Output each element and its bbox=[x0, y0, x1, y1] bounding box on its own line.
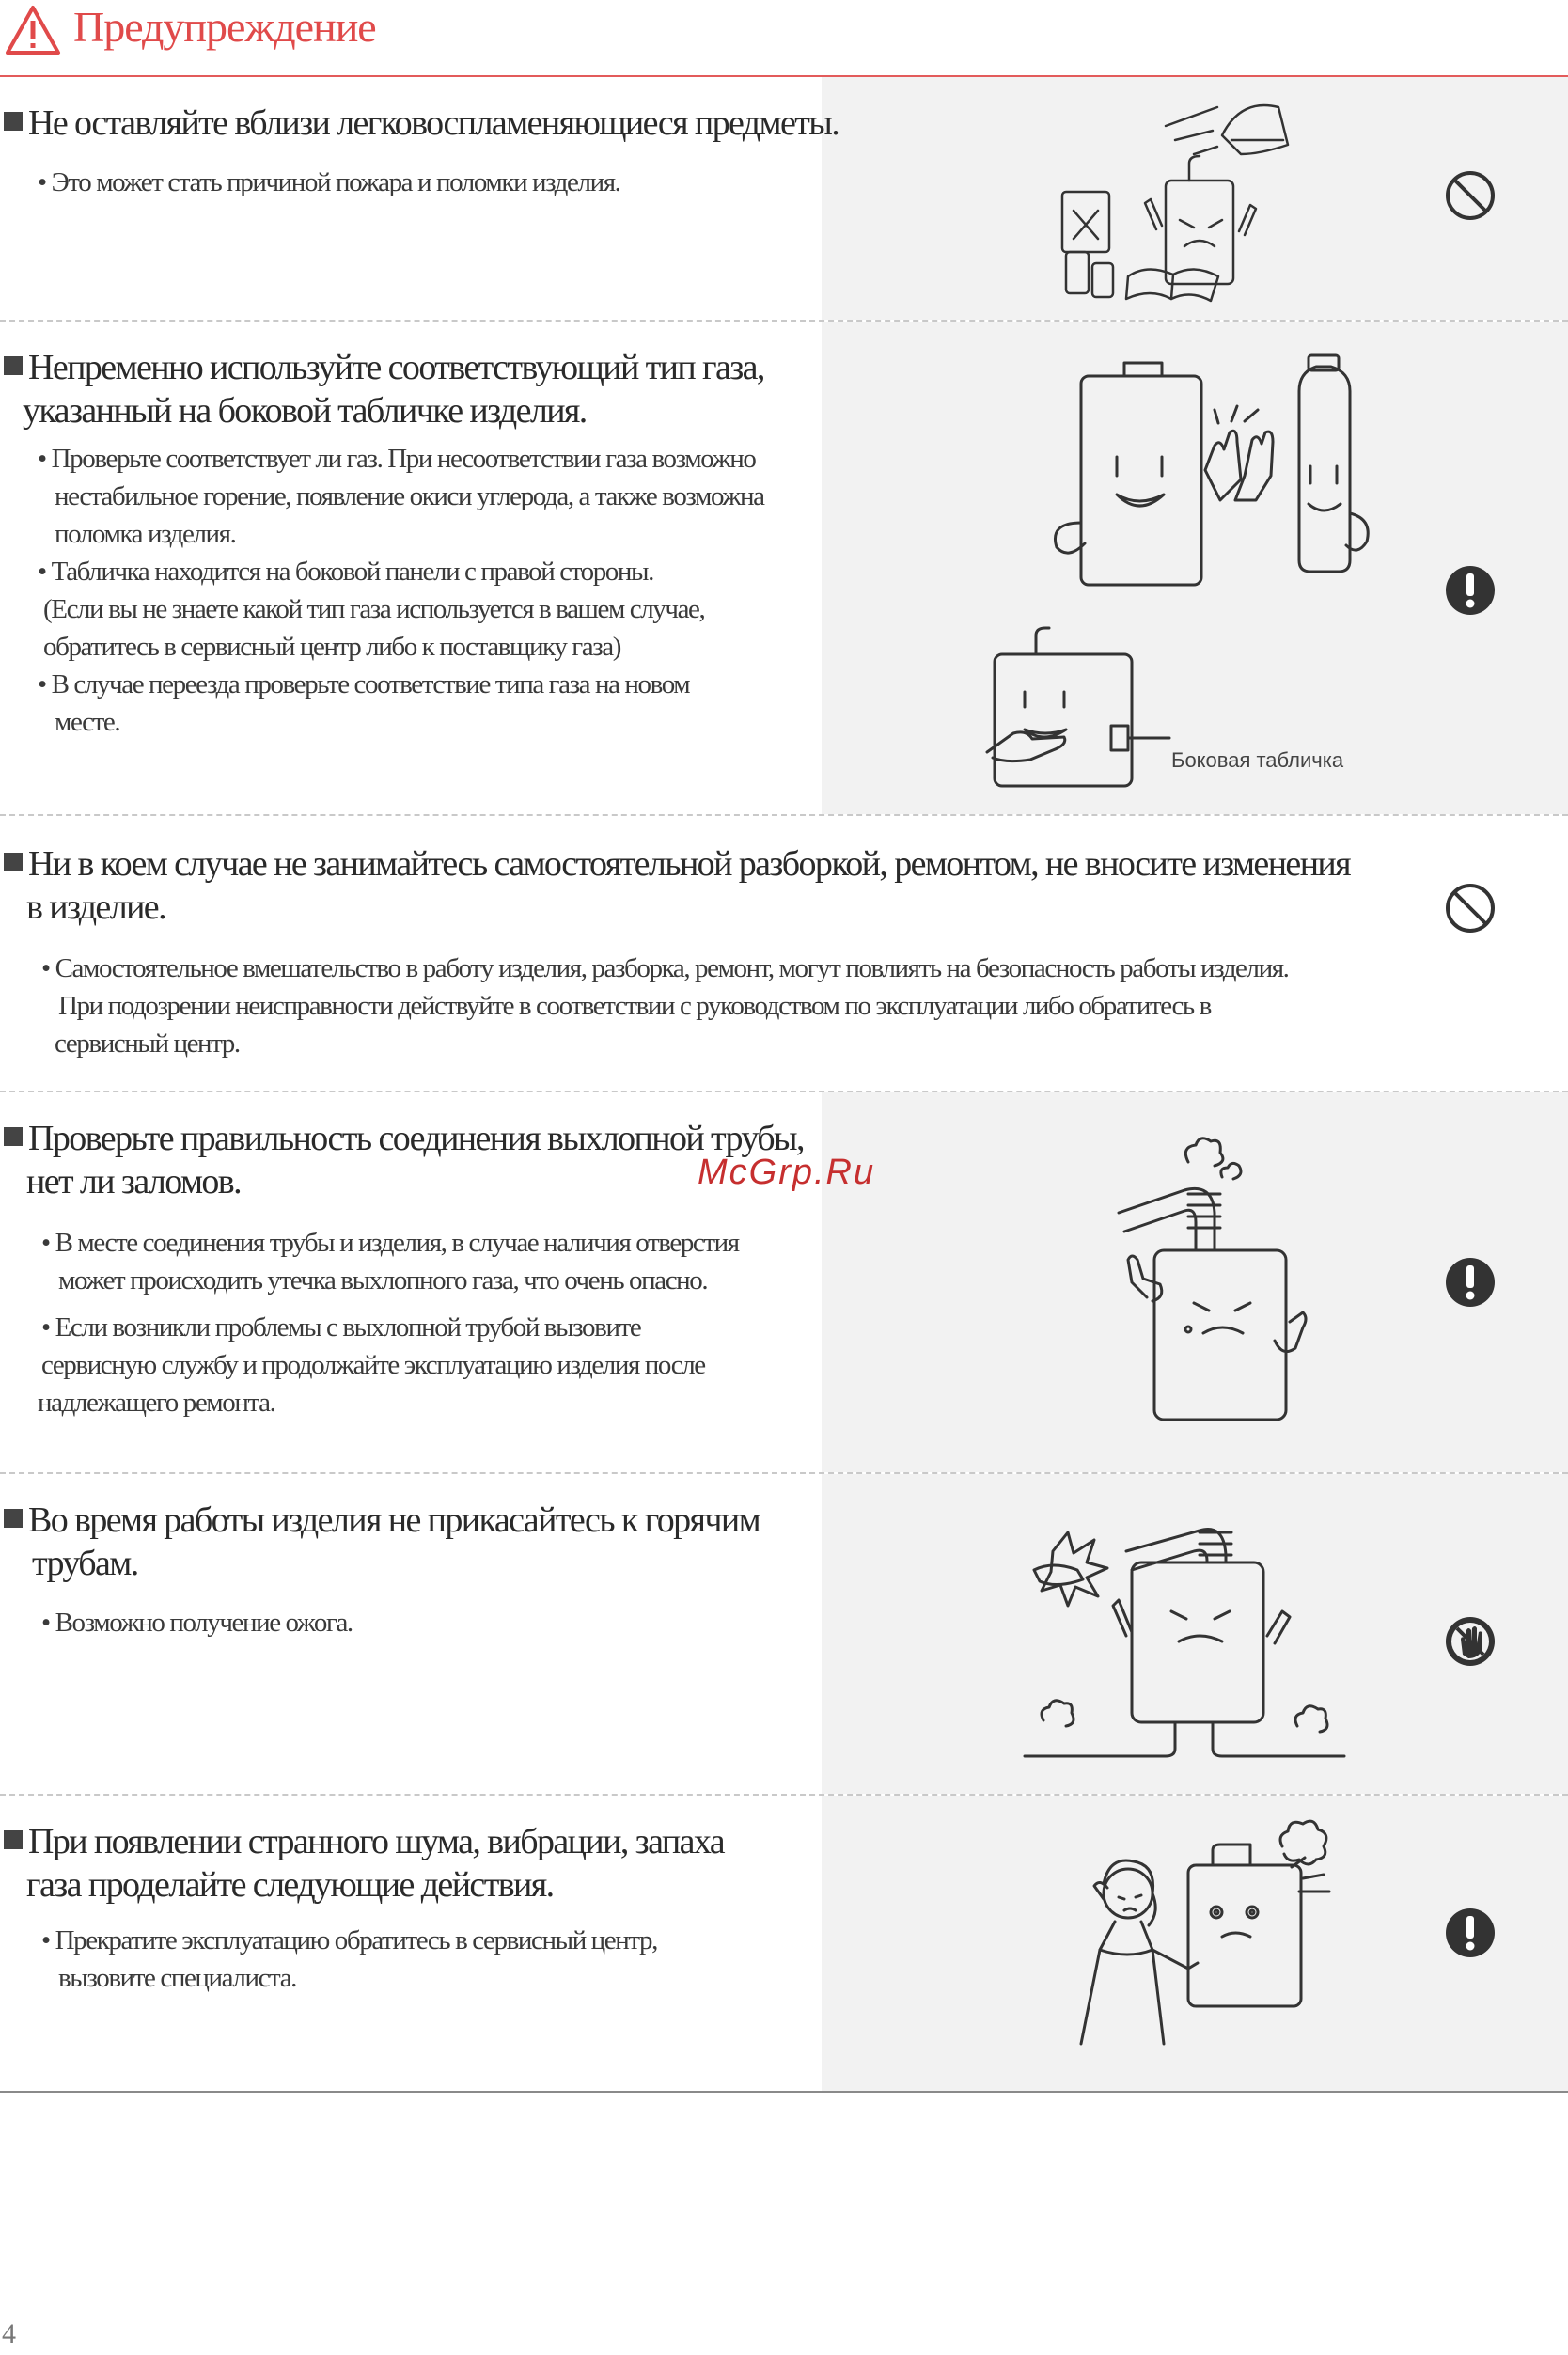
page-header bbox=[0, 0, 1568, 77]
section-heading: Проверьте правильность соединения выхлопной трубы, нет ли заломов. bbox=[4, 1117, 804, 1203]
section-gas-type bbox=[0, 322, 1568, 814]
page-title: Предупреждение bbox=[73, 3, 376, 51]
section-bullets: • Проверьте соответствует ли газ. При несоответствии газа возможно нестабильное горение, появление окиси углерода, а также возможна поломка изделия. • Табличка находится на боковой панели с правой стороны. (Если вы не знаете какой тип газа используется в вашем случае, обратитесь в сервисный центр либо к поставщику газа) • В случае переезда проверьте соответствие типа газа на новом месте. bbox=[38, 444, 764, 737]
mandatory-icon bbox=[1442, 1905, 1498, 1961]
strange-noise-illustration bbox=[1062, 1809, 1344, 2053]
square-bullet-icon bbox=[4, 853, 23, 871]
prohibited-icon bbox=[1442, 880, 1498, 936]
section-heading: Ни в коем случае не занимайтесь самостоятельной разборкой, ремонтом, не вносите изменения в изделие. bbox=[4, 842, 1350, 929]
section-bullets: • Возможно получение ожога. bbox=[41, 1608, 353, 1638]
section-strange-noise bbox=[0, 1796, 1568, 2091]
page-number: 4 bbox=[2, 2318, 16, 2349]
section-heading: Непременно используйте соответствующий тип газа, указанный на боковой табличке изделия. bbox=[4, 346, 764, 432]
watermark: McGrp.Ru bbox=[698, 1153, 876, 1192]
mandatory-icon bbox=[1442, 562, 1498, 619]
gas-type-illustration bbox=[959, 335, 1429, 805]
square-bullet-icon bbox=[4, 1830, 23, 1849]
section-heading: Во время работы изделия не прикасайтесь к горячим трубам. bbox=[4, 1499, 760, 1585]
prohibited-icon bbox=[1442, 167, 1498, 224]
do-not-touch-icon bbox=[1442, 1613, 1498, 1670]
square-bullet-icon bbox=[4, 356, 23, 375]
mandatory-icon bbox=[1442, 1254, 1498, 1311]
square-bullet-icon bbox=[4, 112, 23, 131]
exhaust-pipe-illustration bbox=[1090, 1119, 1316, 1438]
section-exhaust-pipe bbox=[0, 1092, 1568, 1472]
section-flammable bbox=[0, 77, 1568, 320]
section-bullets: • В месте соединения трубы и изделия, в случае наличия отверстия может происходить утечка выхлопного газа, что очень опасно. • Если возникли проблемы с выхлопной трубой вызовите сервисную службу и продолжайте эксплуатацию изделия после надлежащего ремонта. bbox=[38, 1228, 739, 1418]
warning-triangle-icon bbox=[4, 4, 62, 56]
section-heading: При появлении странного шума, вибрации, запаха газа проделайте следующие действия. bbox=[4, 1820, 724, 1907]
section-hot-pipes bbox=[0, 1474, 1568, 1794]
bottom-rule bbox=[0, 2091, 1568, 2093]
section-no-repair bbox=[0, 816, 1568, 1089]
side-plate-label: Боковая табличка bbox=[1171, 748, 1344, 772]
square-bullet-icon bbox=[4, 1509, 23, 1528]
section-bullets: • Прекратите эксплуатацию обратитесь в сервисный центр, вызовите специалиста. bbox=[41, 1925, 657, 1993]
hot-pipes-illustration bbox=[1015, 1495, 1354, 1777]
section-bullets: • Это может стать причиной пожара и поломки изделия. bbox=[38, 167, 620, 197]
square-bullet-icon bbox=[4, 1127, 23, 1146]
section-heading: Не оставляйте вблизи легковоспламеняющиеся предметы. bbox=[4, 102, 839, 145]
section-bullets: • Самостоятельное вмешательство в работу изделия, разборка, ремонт, могут повлиять на безопасность работы изделия. При подозрении неисправности действуйте в соответствии с руководством по эксплуатации либо обратитесь в сервисный центр. bbox=[41, 953, 1289, 1059]
flammable-items-illustration bbox=[1053, 88, 1354, 314]
